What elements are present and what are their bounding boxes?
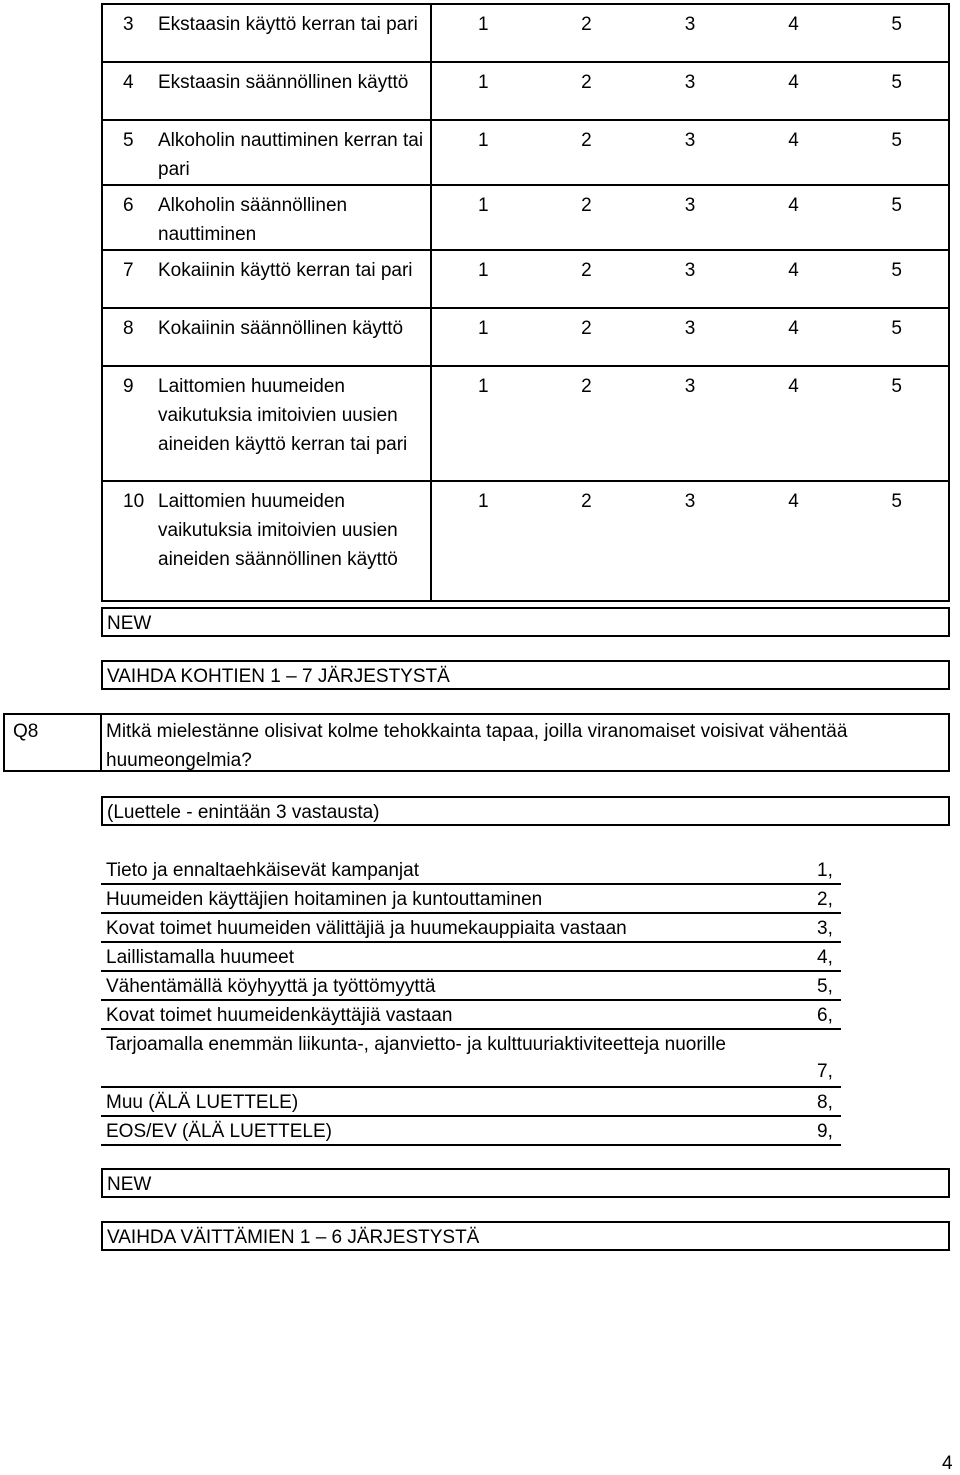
row-number: 4: [102, 62, 148, 120]
rating-scale: [638, 120, 742, 185]
rating-scale: [638, 366, 742, 481]
rating-scale: [638, 62, 742, 120]
rating-scale: [431, 120, 535, 185]
rating-scale: [535, 185, 639, 250]
row-label: Ekstaasin käyttö kerran tai pari: [148, 4, 431, 62]
rating-scale: [742, 4, 846, 62]
scale-value: 5: [891, 130, 902, 151]
rating-scale: [845, 4, 949, 62]
option-code: 7,: [817, 1061, 833, 1082]
scale-value: 3: [684, 72, 696, 93]
row-number: 8: [102, 308, 148, 366]
option-text: Laillistamalla huumeet: [106, 947, 294, 968]
scale-value: 1: [478, 72, 489, 93]
row-label: Kokaiinin käyttö kerran tai pari: [148, 250, 431, 308]
row-label: Alkoholin nauttiminen kerran tai pari: [148, 120, 431, 185]
rating-scale: [535, 120, 639, 185]
rating-scale: [742, 62, 846, 120]
option-text: Kovat toimet huumeiden välittäjiä ja huumekauppiaita vastaan: [106, 918, 627, 939]
scale-value: 2: [581, 72, 592, 93]
option-text: Muu (ÄLÄ LUETTELE): [106, 1092, 299, 1113]
list-item: [101, 885, 841, 914]
row-number: 5: [102, 120, 148, 185]
scale-value: 4: [788, 376, 799, 397]
list-item: [101, 856, 841, 885]
option-text: Huumeiden käyttäjien hoitaminen ja kuntouttaminen: [106, 889, 543, 910]
table-row: [102, 4, 949, 62]
rating-scale: [431, 366, 535, 481]
scale-value: 1: [478, 260, 489, 281]
scale-value: 1: [478, 491, 489, 512]
option-code: 5,: [817, 976, 833, 997]
option-text: Kovat toimet huumeidenkäyttäjiä vastaan: [106, 1005, 453, 1026]
question-id: Q8: [3, 713, 102, 772]
rating-scale: [742, 250, 846, 308]
scale-value: 1: [478, 14, 489, 35]
rating-scale: [638, 185, 742, 250]
scale-value: 1: [478, 318, 489, 339]
list-item: [101, 972, 841, 1001]
list-item: [101, 1117, 841, 1146]
page-number: 4: [942, 1453, 953, 1474]
scale-value: 3: [684, 318, 696, 339]
scale-value: 2: [581, 491, 592, 512]
rating-scale: [742, 120, 846, 185]
scale-value: 2: [581, 376, 592, 397]
instruction-box: VAIHDA VÄITTÄMIEN 1 – 6 JÄRJESTYSTÄ: [101, 1221, 950, 1251]
row-number: 3: [102, 4, 148, 62]
option-text: EOS/EV (ÄLÄ LUETTELE): [106, 1121, 332, 1142]
rating-scale: [535, 4, 639, 62]
scale-value: 4: [788, 260, 799, 281]
list-item: [101, 1088, 841, 1117]
scale-value: 4: [788, 318, 799, 339]
rating-scale: [431, 4, 535, 62]
list-item: [101, 1030, 841, 1088]
question-text: Mitkä mielestänne olisivat kolme tehokkainta tapaa, joilla viranomaiset voisivat vähentää huumeongelmia?: [100, 713, 950, 772]
rating-scale: [638, 308, 742, 366]
scale-value: 5: [891, 376, 902, 397]
row-label: Ekstaasin säännöllinen käyttö: [148, 62, 431, 120]
rating-scale: [638, 481, 742, 601]
scale-value: 2: [581, 260, 592, 281]
scale-value: 3: [684, 130, 696, 151]
row-number: 10: [102, 481, 148, 601]
scale-value: 2: [581, 130, 592, 151]
option-text: Tieto ja ennaltaehkäisevät kampanjat: [106, 860, 419, 881]
scale-value: 5: [891, 318, 902, 339]
option-code: 6,: [817, 1005, 833, 1026]
list-item: [101, 914, 841, 943]
list-item: [101, 1001, 841, 1030]
option-code: 9,: [817, 1121, 833, 1142]
scale-value: 1: [478, 130, 489, 151]
option-code: 3,: [817, 918, 833, 939]
row-label: Laittomien huumeiden vaikutuksia imitoivien uusien aineiden käyttö kerran tai pari: [148, 366, 431, 481]
new-label-box: NEW: [101, 607, 950, 637]
row-number: 9: [102, 366, 148, 481]
new-label-box: NEW: [101, 1168, 950, 1198]
rating-scale: [431, 308, 535, 366]
rating-scale: [742, 308, 846, 366]
list-item: [101, 943, 841, 972]
scale-value: 4: [788, 195, 799, 216]
option-code: 2,: [817, 889, 833, 910]
scale-value: 2: [581, 14, 592, 35]
rating-scale: [535, 62, 639, 120]
row-number: 7: [102, 250, 148, 308]
scale-value: 4: [788, 130, 799, 151]
scale-value: 4: [788, 491, 799, 512]
scale-value: 5: [891, 491, 902, 512]
rating-scale: [535, 481, 639, 601]
scale-value: 5: [891, 195, 902, 216]
table-row: [102, 250, 949, 308]
table-row: [102, 185, 949, 250]
rating-scale: [845, 481, 949, 601]
option-text: Tarjoamalla enemmän liikunta-, ajanvietto- ja kulttuuriaktiviteetteja nuorille: [106, 1034, 726, 1055]
rating-scale: [535, 250, 639, 308]
rating-scale: [431, 185, 535, 250]
rating-scale: [431, 250, 535, 308]
table-row: [102, 62, 949, 120]
rating-scale: [845, 120, 949, 185]
rating-scale: [535, 308, 639, 366]
question-hint: (Luettele - enintään 3 vastausta): [101, 796, 950, 826]
scale-value: 5: [891, 72, 902, 93]
rating-table: [101, 3, 950, 602]
rating-scale: [638, 250, 742, 308]
scale-value: 3: [684, 195, 696, 216]
row-label: Laittomien huumeiden vaikutuksia imitoivien uusien aineiden säännöllinen käyttö: [148, 481, 431, 601]
table-row: [102, 308, 949, 366]
rating-scale: [431, 481, 535, 601]
rating-scale: [845, 185, 949, 250]
rating-scale: [845, 250, 949, 308]
instruction-box: VAIHDA KOHTIEN 1 – 7 JÄRJESTYSTÄ: [101, 660, 950, 690]
row-label: Alkoholin säännöllinen nauttiminen: [148, 185, 431, 250]
rating-scale: [742, 366, 846, 481]
rating-scale: [431, 62, 535, 120]
rating-scale: [845, 366, 949, 481]
option-code: 8,: [817, 1092, 833, 1113]
scale-value: 3: [684, 260, 696, 281]
scale-value: 4: [788, 72, 799, 93]
scale-value: 2: [581, 195, 592, 216]
rating-scale: [742, 481, 846, 601]
scale-value: 2: [581, 318, 592, 339]
rating-scale: [845, 308, 949, 366]
rating-scale: [742, 185, 846, 250]
rating-scale: [638, 4, 742, 62]
table-row: [102, 481, 949, 601]
row-number: 6: [102, 185, 148, 250]
scale-value: 3: [684, 376, 696, 397]
rating-scale: [845, 62, 949, 120]
scale-value: 5: [891, 14, 902, 35]
scale-value: 3: [684, 14, 696, 35]
scale-value: 1: [478, 195, 489, 216]
scale-value: 5: [891, 260, 902, 281]
option-code: 1,: [817, 860, 833, 881]
scale-value: 4: [788, 14, 799, 35]
rating-scale: [535, 366, 639, 481]
table-row: [102, 120, 949, 185]
table-row: [102, 366, 949, 481]
row-label: Kokaiinin säännöllinen käyttö: [148, 308, 431, 366]
option-code: 4,: [817, 947, 833, 968]
option-text: Vähentämällä köyhyyttä ja työttömyyttä: [106, 976, 436, 997]
scale-value: 1: [478, 376, 489, 397]
answer-options: [101, 856, 841, 1146]
scale-value: 3: [684, 491, 696, 512]
